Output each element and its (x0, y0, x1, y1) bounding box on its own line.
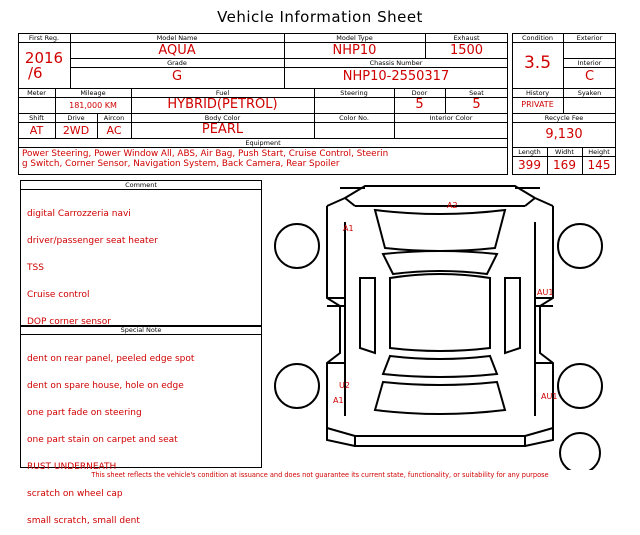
history-cell (512, 88, 563, 113)
mark-au1-right: AU1 (537, 288, 554, 297)
grade-value: G (171, 69, 183, 84)
door-value: 5 (415, 97, 424, 112)
door-label: Door (411, 89, 428, 97)
width-label: Widht (555, 148, 574, 156)
special-note-label: Special Note (120, 326, 162, 334)
disclaimer-footer: This sheet reflects the vehicle's condition at issuance and does not guarantee its current state, functionality, or suitability for any purpose (91, 471, 549, 479)
syaken-label: Syaken (577, 89, 602, 97)
aircon-cell (97, 113, 131, 138)
mark-a1-front-left: A1 (343, 224, 354, 233)
color-no-cell (314, 113, 394, 138)
body-color-value: PEARL (201, 122, 244, 137)
exhaust-value: 1500 (449, 43, 484, 58)
rear-window (383, 356, 497, 377)
height-cell (582, 147, 616, 175)
recycle-fee-value: 9,130 (545, 127, 583, 142)
mark-u2: U2 (339, 381, 350, 390)
equipment-cell (18, 138, 508, 175)
special-note-line: one part stain on carpet and seat (27, 435, 178, 445)
condition-label: Condition (521, 34, 554, 42)
interior-value: C (584, 69, 595, 84)
length-label: Length (518, 148, 541, 156)
bonnet (375, 210, 505, 251)
right-side-windows (505, 278, 520, 353)
interior-label: Interior (577, 59, 602, 67)
car-damage-diagram (265, 178, 615, 470)
grade-cell (70, 58, 284, 88)
exterior-cell (563, 33, 616, 58)
special-note-line: dent on rear panel, peeled edge spot (27, 354, 195, 364)
equipment-line-1: Power Steering, Power Window All, ABS, Air Bag, Push Start, Cruise Control, Steerin (22, 149, 389, 159)
wheel-rear-right (558, 364, 602, 408)
special-note-line: one part fade on steering (27, 408, 142, 418)
drive-label: Drive (67, 114, 85, 122)
drive-value: 2WD (62, 124, 90, 137)
steering-cell (314, 88, 394, 113)
model-name-label: Model Name (156, 34, 198, 42)
grade-label: Grade (167, 59, 187, 67)
model-name-cell (70, 33, 284, 58)
comment-line: TSS (27, 263, 44, 273)
trunk (375, 382, 505, 414)
special-note-line: RUST UNDERNEATH (27, 462, 117, 472)
width-cell (547, 147, 582, 175)
fuel-cell (131, 88, 314, 113)
seat-cell (445, 88, 508, 113)
comment-label: Comment (125, 181, 157, 189)
sheet-title: Vehicle Information Sheet (217, 8, 423, 26)
model-type-label: Model Type (336, 34, 373, 42)
recycle-fee-cell (512, 113, 616, 147)
equipment-label: Equipment (245, 139, 281, 147)
comment-line: digital Carrozzeria navi (27, 209, 131, 219)
shift-label: Shift (29, 114, 44, 122)
special-note-line: small scratch, small dent (27, 516, 140, 526)
model-type-cell (284, 33, 425, 58)
fuel-value: HYBRID(PETROL) (167, 97, 278, 112)
meter-label: Meter (27, 89, 46, 97)
interior-cell (563, 58, 616, 88)
height-value: 145 (587, 158, 611, 172)
history-label: History (525, 89, 550, 97)
interior-color-cell (394, 113, 508, 138)
mark-a2: A2 (447, 201, 458, 210)
special-note-text (27, 337, 194, 535)
spare-wheel (560, 433, 600, 470)
seat-label: Seat (469, 89, 484, 97)
steering-label: Steering (340, 89, 368, 97)
first-reg-label: First Reg. (28, 34, 60, 42)
mark-au1-rear-right: AU1 (541, 392, 558, 401)
windshield (383, 251, 497, 274)
seat-value: 5 (472, 97, 481, 112)
condition-cell (512, 33, 563, 88)
equipment-line-2: g Switch, Corner Sensor, Navigation System, Back Camera, Rear Spoiler (22, 159, 340, 169)
shift-value: AT (29, 124, 44, 137)
chassis-label: Chassis Number (369, 59, 423, 67)
wheel-rear-left (275, 364, 319, 408)
height-label: Height (588, 148, 610, 156)
length-cell (512, 147, 547, 175)
shift-cell (18, 113, 55, 138)
condition-value: 3.5 (523, 53, 552, 73)
first-reg-year: 2016 (24, 49, 64, 67)
interior-color-label: Interior Color (429, 114, 473, 122)
syaken-cell (563, 88, 616, 113)
comment-line: DOP corner sensor (27, 317, 111, 327)
mileage-value: 181,000 KM (69, 101, 117, 110)
left-side-windows (360, 278, 375, 353)
car-front-outline (345, 186, 535, 198)
length-value: 399 (518, 158, 541, 172)
recycle-fee-label: Recycle Fee (544, 114, 584, 122)
model-type-value: NHP10 (332, 43, 377, 58)
meter-cell (18, 88, 55, 113)
exhaust-cell (425, 33, 508, 58)
mark-a1-rear-left: A1 (333, 396, 344, 405)
mileage-cell (55, 88, 131, 113)
first-reg-cell (18, 33, 70, 88)
exhaust-label: Exhaust (453, 34, 480, 42)
exterior-label: Exterior (576, 34, 603, 42)
history-value: PRIVATE (521, 100, 554, 109)
first-reg-month: /6 (28, 64, 43, 82)
aircon-value: AC (106, 124, 122, 137)
width-value: 169 (553, 158, 576, 172)
aircon-label: Aircon (103, 114, 125, 122)
chassis-cell (284, 58, 508, 88)
drive-cell (55, 113, 97, 138)
special-note-line: dent on spare house, hole on edge (27, 381, 184, 391)
comment-line: Cruise control (27, 290, 90, 300)
color-no-label: Color No. (339, 114, 369, 122)
wheel-front-left (275, 224, 319, 268)
equipment-text (22, 149, 388, 169)
roof (390, 274, 490, 351)
wheel-front-right (558, 224, 602, 268)
chassis-value: NHP10-2550317 (342, 69, 450, 84)
comment-text (27, 192, 158, 336)
body-color-label: Body Color (204, 114, 241, 122)
comment-line: driver/passenger seat heater (27, 236, 158, 246)
fuel-label: Fuel (215, 89, 230, 97)
special-note-line: scratch on wheel cap (27, 489, 123, 499)
model-name-value: AQUA (158, 43, 196, 58)
door-cell (394, 88, 445, 113)
mileage-label: Mileage (80, 89, 106, 97)
body-color-cell (131, 113, 314, 138)
